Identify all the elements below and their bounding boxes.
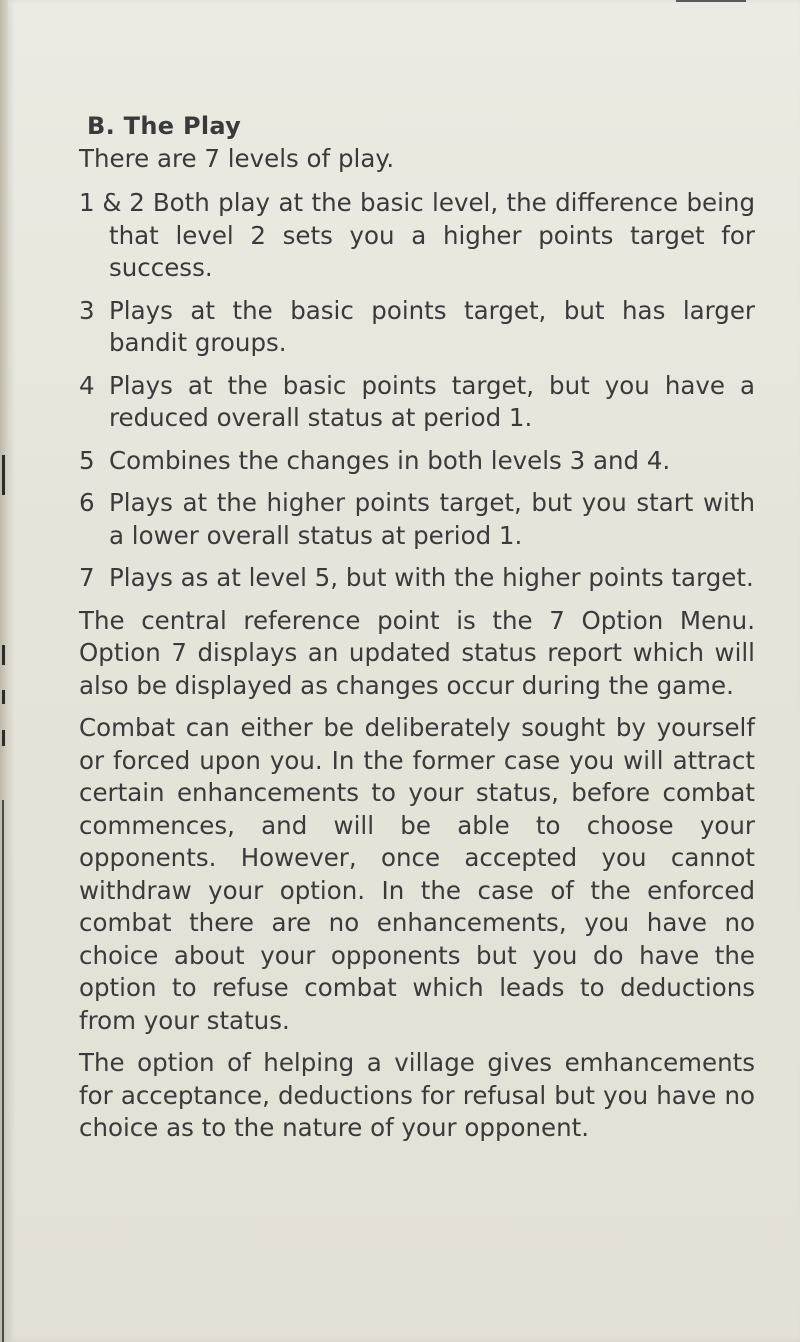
edge-mark	[2, 645, 5, 665]
section-intro: There are 7 levels of play.	[79, 144, 395, 173]
edge-mark	[2, 455, 5, 495]
level-text: Combines the changes in both levels 3 and 4.	[109, 445, 671, 475]
body-paragraph: Combat can either be deliberately sought by yourself or forced upon you. In the former case you will attract certain enhancements to your status, before combat commences, and will be able to choose your opponents. However, once accepted you cannot withdraw your option. In the case of the enforced combat there are no enhancements, you have no choice about your opponents but you do have the option to refuse combat which leads to deductions from your status.	[79, 713, 755, 1035]
level-item	[79, 445, 755, 478]
body-paragraph: The option of helping a village gives emhancements for acceptance, deductions for refusal but you have no choice as to the nature of your opponent.	[79, 1048, 755, 1142]
level-item	[79, 295, 755, 360]
level-text: Plays at the basic points target, but has larger bandit groups.	[109, 295, 755, 357]
edge-mark	[2, 730, 5, 746]
edge-mark	[2, 690, 5, 704]
levels-list	[79, 187, 755, 595]
level-number: 4	[79, 370, 95, 400]
level-number: 5	[79, 445, 95, 475]
manual-content	[79, 110, 755, 1145]
level-item	[79, 487, 755, 552]
page-top-rule	[676, 0, 746, 2]
level-text: Plays at the higher points target, but you start with a lower overall status at period 1.	[109, 488, 755, 550]
level-number: 1 & 2	[79, 188, 145, 217]
page-binding-edge	[0, 0, 8, 1342]
level-number: 3	[79, 295, 95, 325]
edge-mark	[2, 800, 4, 1342]
body-paragraph: The central reference point is the 7 Option Menu. Option 7 displays an updated status report which will also be displayed as changes occur during the game.	[79, 605, 755, 700]
level-number: 7	[79, 563, 95, 592]
level-text: Plays at the basic points target, but you have a reduced overall status at period 1.	[109, 370, 755, 432]
level-text: Plays as at level 5, but with the higher points target.	[109, 563, 754, 592]
level-item	[79, 370, 755, 435]
level-item	[79, 187, 755, 285]
level-number: 6	[79, 488, 95, 517]
level-item	[79, 562, 755, 595]
section-heading: B. The Play	[87, 112, 242, 140]
level-text: Both play at the basic level, the difference being that level 2 sets you a higher points target for success.	[109, 188, 755, 282]
